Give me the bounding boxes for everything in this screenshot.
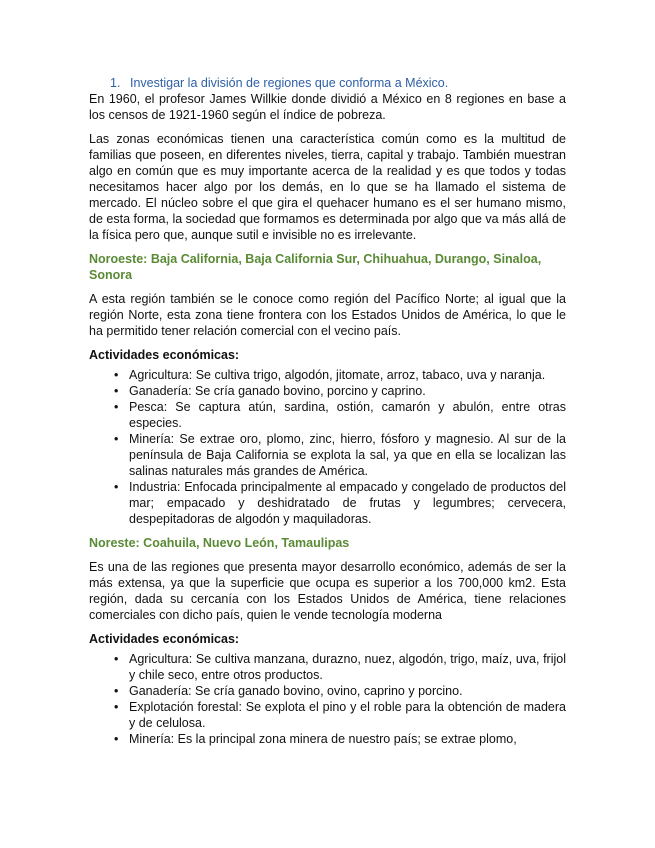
heading-number: 1. (110, 76, 121, 90)
list-item: • Pesca: Se captura atún, sardina, ostión, camarón y abulón, entre otras especies. (114, 400, 566, 430)
list-item: • Minería: Es la principal zona minera de nuestro país; se extrae plomo, (114, 732, 517, 746)
noreste-description: Es una de las regiones que presenta mayor desarrollo económico, además de ser la más extensa, ya que la superficie que ocupa es superior a los 700,000 km2. Esta región, dada su cercanía con los Estados Unidos de América, tiene relaciones comerciales con dicho país, quien le vende tecnología moderna (89, 560, 566, 622)
bullet-icon: • (114, 368, 119, 382)
bullet-icon: • (114, 652, 119, 666)
noroeste-title: Noroeste: Baja California, Baja California Sur, Chihuahua, Durango, Sinaloa, Sonora (89, 252, 542, 282)
bullet-icon: • (114, 700, 119, 714)
bullet-icon: • (114, 684, 119, 698)
section-heading (110, 75, 566, 91)
noreste-title: Noreste: Coahuila, Nuevo León, Tamaulipas (89, 536, 350, 550)
bullet-icon: • (114, 384, 119, 398)
document-content (89, 75, 566, 747)
noroeste-description: A esta región también se le conoce como región del Pacífico Norte; al igual que la región Norte, esta zona tiene frontera con los Estados Unidos de América, lo que le ha permitido tener relación comercial con el vecino país. (89, 292, 566, 338)
list-item: • Ganadería: Se cría ganado bovino, ovino, caprino y porcino. (114, 684, 463, 698)
bullet-icon: • (114, 400, 119, 414)
bullet-icon: • (114, 732, 119, 746)
noreste-activities-label: Actividades económicas: (89, 632, 240, 646)
noroeste-activities-label: Actividades económicas: (89, 348, 240, 362)
heading-text: Investigar la división de regiones que conforma a México. (130, 76, 449, 90)
noroeste-activities-list (89, 367, 566, 527)
list-item: • Explotación forestal: Se explota el pino y el roble para la obtención de madera y de celulosa. (114, 700, 566, 730)
bullet-icon: • (114, 480, 119, 494)
intro-paragraph: En 1960, el profesor James Willkie donde dividió a México en 8 regiones en base a los censos de 1921-1960 según el índice de pobreza. (89, 92, 566, 122)
list-item: • Industria: Enfocada principalmente al empacado y congelado de productos del mar; empacado y deshidratado de frutas y legumbres; cervecera, despepitadoras de algodón y maquiladoras. (114, 480, 566, 526)
zones-paragraph: Las zonas económicas tienen una característica común como es la multitud de familias que poseen, en diferentes niveles, tierra, capital y trabajo. También muestran algo en común que es muy importante acerca de la realidad y es que todos y todas necesitamos hacer algo por los demás, en lo que se ha llamado el sistema de mercado. El núcleo sobre el que gira el quehacer humano es el ser humano mismo, de esta forma, la sociedad que formamos es determinada por algo que va más allá de la física pero que, aunque sutil e invisible no es irrelevante. (89, 132, 566, 242)
bullet-icon: • (114, 432, 119, 446)
list-item: • Ganadería: Se cría ganado bovino, porcino y caprino. (114, 384, 426, 398)
list-item: • Agricultura: Se cultiva trigo, algodón, jitomate, arroz, tabaco, uva y naranja. (114, 368, 546, 382)
list-item: • Minería: Se extrae oro, plomo, zinc, hierro, fósforo y magnesio. Al sur de la península de Baja California se explota la sal, ya que en ella se localizan las salinas naturales más grandes de América. (114, 432, 566, 478)
noreste-activities-list (89, 651, 566, 747)
list-item: • Agricultura: Se cultiva manzana, durazno, nuez, algodón, trigo, maíz, uva, frijol y chile seco, entre otros productos. (114, 652, 566, 682)
